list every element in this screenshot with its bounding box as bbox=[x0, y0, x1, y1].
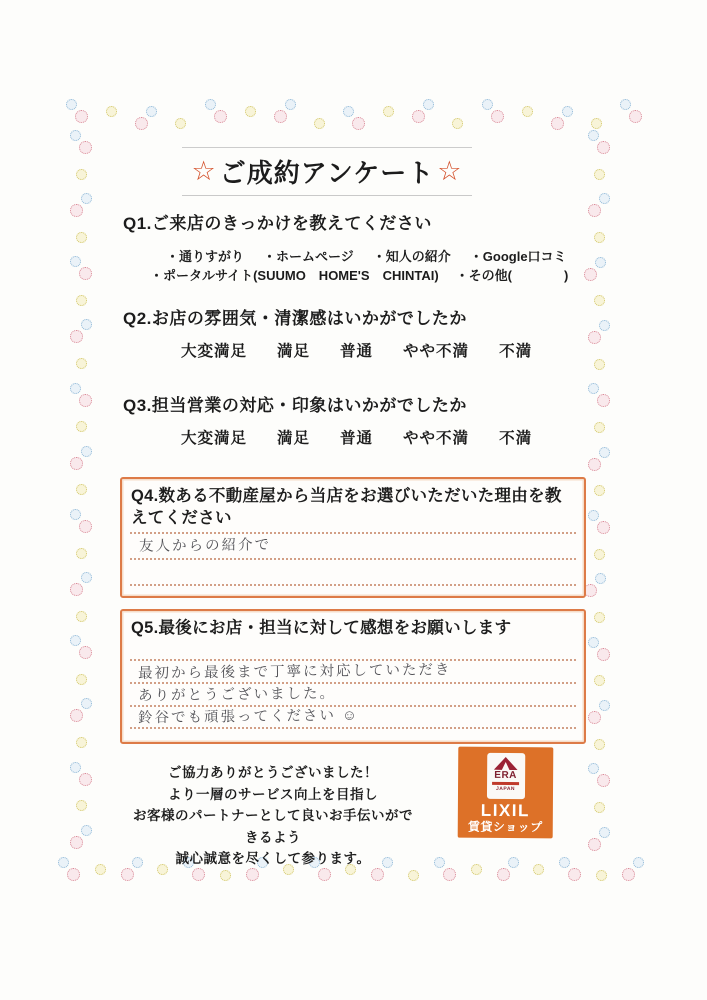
dot-cluster bbox=[66, 99, 88, 124]
dot-cluster bbox=[70, 256, 92, 281]
dot-border-left bbox=[66, 130, 96, 850]
dot-cluster bbox=[450, 111, 465, 136]
dot-cluster bbox=[135, 106, 157, 131]
dot-cluster bbox=[592, 605, 607, 630]
dot-cluster bbox=[58, 857, 80, 882]
q2-heading: Q2.お店の雰囲気・清潔感はいかがでしたか bbox=[123, 309, 467, 328]
dot-cluster bbox=[592, 352, 607, 377]
dot-cluster bbox=[412, 99, 434, 124]
q1-option: ・通りすがり bbox=[166, 249, 245, 264]
q3-option: やや不満 bbox=[403, 430, 470, 447]
dot-cluster bbox=[592, 225, 607, 250]
dot-cluster bbox=[482, 99, 504, 124]
lixil-brand-subtext: 賃貸ショップ bbox=[467, 819, 543, 835]
dot-cluster bbox=[588, 827, 610, 852]
era-logo-subtext: JAPAN bbox=[495, 785, 516, 793]
dot-cluster bbox=[70, 446, 92, 471]
dot-cluster bbox=[588, 510, 610, 535]
dot-cluster bbox=[70, 762, 92, 787]
dot-cluster bbox=[70, 130, 92, 155]
dot-border-right bbox=[584, 130, 614, 852]
q1-heading: Q1.ご来店のきっかけを教えてください bbox=[123, 214, 432, 233]
q5-handwritten-line: 最初から最後まで丁寧に対応していただき bbox=[137, 662, 452, 682]
q5-handwritten-line: 鈴谷でも頑張ってください ☺ bbox=[137, 707, 359, 727]
dot-cluster bbox=[588, 447, 610, 472]
writing-line bbox=[130, 727, 576, 729]
dot-cluster bbox=[74, 477, 89, 502]
q2-option: 満足 bbox=[277, 343, 311, 360]
dot-cluster bbox=[74, 288, 89, 313]
dot-cluster bbox=[74, 793, 89, 818]
q1-option: ・ポータルサイト(SUUMO HOME'S CHINTAI) bbox=[150, 268, 439, 283]
dot-cluster bbox=[622, 857, 644, 882]
q3-option: 大変満足 bbox=[181, 430, 248, 447]
dot-cluster bbox=[70, 825, 92, 850]
dot-cluster bbox=[531, 857, 546, 882]
q2-option: 不満 bbox=[499, 343, 533, 360]
closing-message-line: ご協力ありがとうございました！ bbox=[168, 765, 378, 780]
dot-cluster bbox=[70, 635, 92, 660]
dot-cluster bbox=[592, 478, 607, 503]
dot-cluster bbox=[559, 857, 581, 882]
q1-option: ・知人の紹介 bbox=[372, 249, 451, 264]
dot-cluster bbox=[74, 667, 89, 692]
dot-cluster bbox=[74, 730, 89, 755]
dot-cluster bbox=[205, 99, 227, 124]
q2-options-row bbox=[181, 339, 532, 361]
q1-options-row-1 bbox=[166, 246, 567, 265]
q5-handwritten-line: ありがとうございました。 bbox=[137, 685, 337, 705]
dot-cluster bbox=[588, 763, 610, 788]
dot-cluster bbox=[74, 604, 89, 629]
dot-cluster bbox=[588, 383, 610, 408]
dot-cluster bbox=[594, 863, 609, 888]
q5-heading: Q5.最後にお店・担当に対して感想をお願いします bbox=[131, 619, 512, 637]
star-icon: ☆ bbox=[191, 156, 217, 186]
q2-option: 普通 bbox=[340, 343, 374, 360]
dot-cluster bbox=[434, 857, 456, 882]
era-roof-icon bbox=[494, 757, 518, 770]
dot-cluster bbox=[74, 414, 89, 439]
dot-cluster bbox=[70, 193, 92, 218]
survey-title bbox=[182, 147, 472, 196]
lixil-brand-text: LIXIL bbox=[480, 800, 530, 821]
survey-title-text: ご成約アンケート bbox=[219, 158, 435, 188]
dot-cluster bbox=[70, 319, 92, 344]
era-logo bbox=[486, 753, 524, 799]
dot-cluster bbox=[592, 162, 607, 187]
q3-options-row bbox=[181, 426, 532, 448]
q1-option: ・ホームページ bbox=[263, 249, 354, 264]
dot-cluster bbox=[469, 857, 484, 882]
dot-cluster bbox=[588, 130, 610, 155]
dot-cluster bbox=[592, 542, 607, 567]
closing-message-line: お客様のパートナーとして良いお手伝いができるよう bbox=[133, 808, 413, 845]
dot-cluster bbox=[592, 415, 607, 440]
q3-option: 不満 bbox=[499, 430, 533, 447]
dot-cluster bbox=[588, 193, 610, 218]
q1-option: ・その他( ) bbox=[455, 268, 569, 283]
star-icon: ☆ bbox=[437, 156, 463, 186]
dot-cluster bbox=[104, 99, 119, 124]
dot-cluster bbox=[70, 572, 92, 597]
dot-cluster bbox=[520, 99, 535, 124]
q2-option: やや不満 bbox=[403, 343, 470, 360]
dot-cluster bbox=[588, 637, 610, 662]
q4-handwritten-answer: 友人からの紹介で bbox=[138, 537, 272, 555]
dot-cluster bbox=[70, 698, 92, 723]
era-logo-bar bbox=[492, 782, 519, 785]
dot-cluster bbox=[343, 106, 365, 131]
dot-cluster bbox=[74, 351, 89, 376]
dot-cluster bbox=[584, 573, 606, 598]
q1-option: ・Google口コミ bbox=[469, 249, 567, 264]
q4-heading: Q4.数ある不動産屋から当店をお選びいただいた理由を教えてください bbox=[131, 487, 562, 527]
q2-option: 大変満足 bbox=[181, 343, 248, 360]
writing-line bbox=[130, 584, 576, 586]
dot-cluster bbox=[592, 288, 607, 313]
dot-cluster bbox=[70, 383, 92, 408]
dot-cluster bbox=[70, 509, 92, 534]
dot-cluster bbox=[312, 111, 327, 136]
q5-answer-box bbox=[120, 609, 586, 744]
q3-option: 満足 bbox=[277, 430, 311, 447]
dot-cluster bbox=[74, 225, 89, 250]
era-logo-text: ERA bbox=[494, 769, 517, 782]
dot-cluster bbox=[620, 99, 642, 124]
dot-cluster bbox=[93, 857, 108, 882]
dot-cluster bbox=[592, 732, 607, 757]
dot-cluster bbox=[584, 257, 606, 282]
dot-cluster bbox=[74, 162, 89, 187]
q1-options-row-2 bbox=[150, 265, 568, 284]
q4-answer-box bbox=[120, 477, 586, 598]
writing-line bbox=[130, 558, 576, 560]
dot-border-top bbox=[66, 99, 642, 136]
dot-cluster bbox=[592, 795, 607, 820]
dot-cluster bbox=[592, 668, 607, 693]
q3-heading: Q3.担当営業の対応・印象はいかがでしたか bbox=[123, 396, 467, 415]
dot-cluster bbox=[588, 700, 610, 725]
dot-cluster bbox=[381, 99, 396, 124]
dot-cluster bbox=[173, 111, 188, 136]
lixil-chintai-shop-logo bbox=[458, 747, 554, 839]
dot-cluster bbox=[497, 857, 519, 882]
dot-cluster bbox=[74, 541, 89, 566]
dot-cluster bbox=[274, 99, 296, 124]
q3-option: 普通 bbox=[340, 430, 374, 447]
dot-cluster bbox=[551, 106, 573, 131]
closing-message-line: より一層のサービス向上を目指し bbox=[168, 786, 378, 802]
dot-cluster bbox=[588, 320, 610, 345]
closing-message-line: 誠心誠意を尽くして参ります。 bbox=[175, 851, 371, 866]
closing-message bbox=[133, 762, 413, 870]
dot-cluster bbox=[243, 99, 258, 124]
